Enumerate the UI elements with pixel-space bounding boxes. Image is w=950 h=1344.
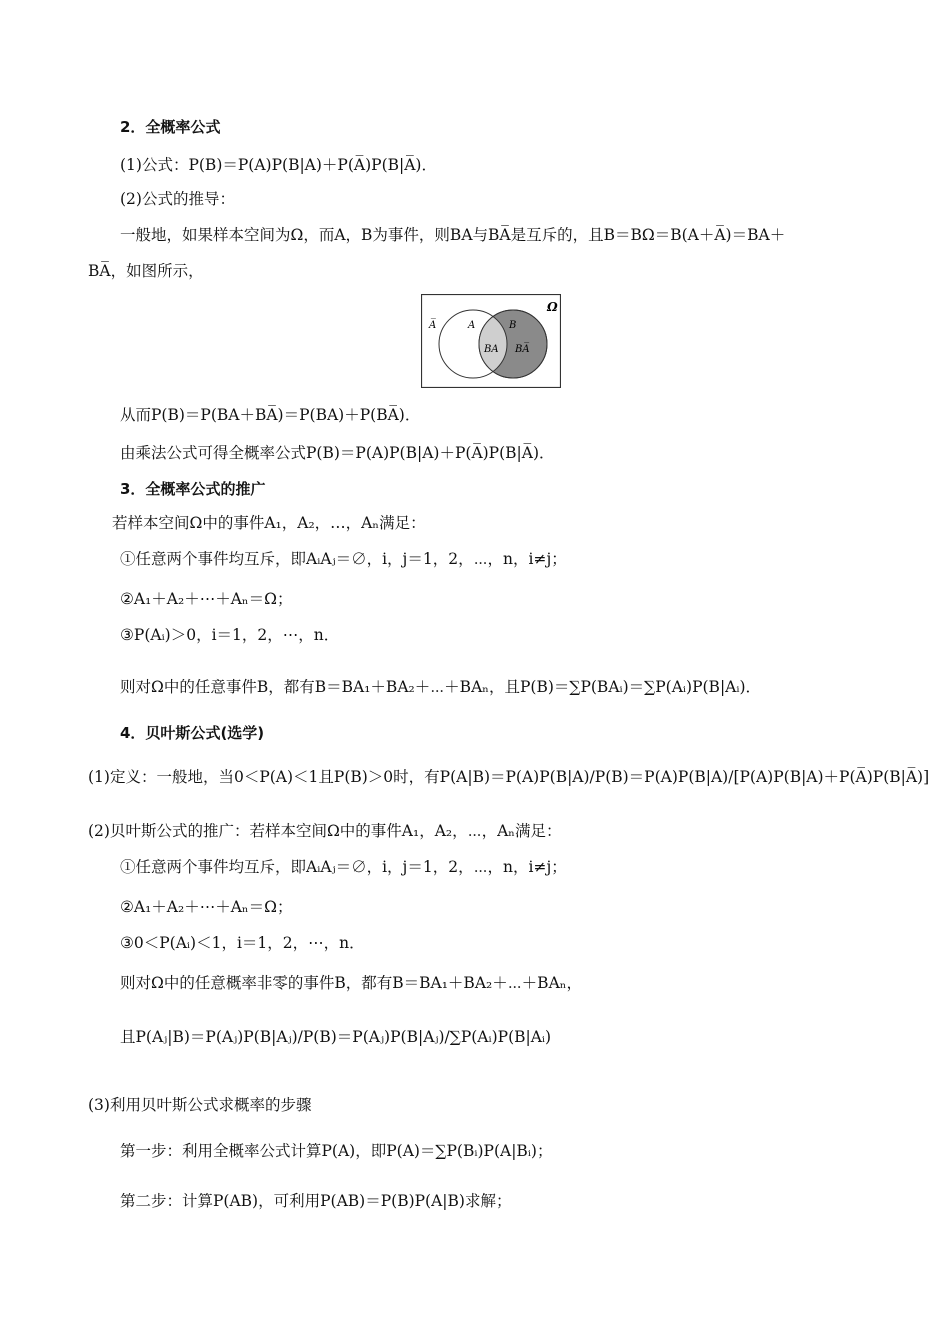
section-3-title: 3．全概率公式的推广 <box>120 480 266 498</box>
formula-line: (1)公式：P(B)＝P(A)P(B|A)＋P(A̅)P(B|A̅)． <box>120 156 437 174</box>
derivation-text-cont: BA̅，如图所示， <box>88 262 204 280</box>
derivation-text: 一般地，如果样本空间为Ω，而A，B为事件，则BA与BA̅是互斥的，且B＝BΩ＝B(A＋A̅)＝BA＋ <box>120 226 786 244</box>
step-1: 第一步：利用全概率公式计算P(A)，即P(A)＝∑P(Bᵢ)P(A|Bᵢ)； <box>120 1142 553 1160</box>
condition-intro: 若样本空间Ω中的事件A₁，A₂，…，Aₙ满足： <box>112 514 426 532</box>
ba-label: BA <box>484 344 499 355</box>
bayes-formula: 且P(Aⱼ|B)＝P(Aⱼ)P(B|Aⱼ)/P(B)＝P(Aⱼ)P(B|Aⱼ)/∑P(Aᵢ)P(B|Aᵢ) <box>120 1028 552 1046</box>
condition-2: ②A₁＋A₂＋⋯＋Aₙ＝Ω； <box>120 590 293 608</box>
steps-heading: (3)利用贝叶斯公式求概率的步骤 <box>88 1096 312 1114</box>
bayes-condition-1: ①任意两个事件均互斥，即AᵢAⱼ＝∅，i，j＝1，2，⋯，n，i≠j； <box>120 858 567 876</box>
bayes-definition: (1)定义：一般地，当0＜P(A)＜1且P(B)＞0时，有P(A|B)＝P(A)P(B|A)/P(B)＝P(A)P(B|A)/[P(A)P(B|A)＋P(A̅)P(B|A̅)] <box>88 768 930 786</box>
b-label: B <box>509 320 517 331</box>
omega-label: Ω <box>547 300 558 314</box>
condition-3: ③P(Aᵢ)＞0，i＝1，2，⋯，n． <box>120 626 340 644</box>
bayes-conclusion: 则对Ω中的任意概率非零的事件B，都有B＝BA₁＋BA₂＋⋯＋BAₙ， <box>120 974 582 992</box>
a-label: A <box>468 320 476 331</box>
babar-label: BA̅ <box>515 344 530 355</box>
derivation-result: 从而P(B)＝P(BA＋BA̅)＝P(BA)＋P(BA̅)． <box>120 406 421 424</box>
venn-diagram <box>421 294 561 388</box>
section-4-title: 4．贝叶斯公式(选学) <box>120 724 265 742</box>
abar-label: A̅ <box>429 320 437 331</box>
bayes-condition-3: ③0＜P(Aᵢ)＜1，i＝1，2，⋯，n． <box>120 934 365 952</box>
derivation-heading: (2)公式的推导： <box>120 190 235 208</box>
section-2-title: 2．全概率公式 <box>120 118 221 136</box>
condition-1: ①任意两个事件均互斥，即AᵢAⱼ＝∅，i，j＝1，2，⋯，n，i≠j； <box>120 550 567 568</box>
bayes-generalization: (2)贝叶斯公式的推广：若样本空间Ω中的事件A₁，A₂，⋯，Aₙ满足： <box>88 822 562 840</box>
bayes-condition-2: ②A₁＋A₂＋⋯＋Aₙ＝Ω； <box>120 898 293 916</box>
total-probability-formula: 由乘法公式可得全概率公式P(B)＝P(A)P(B|A)＋P(A̅)P(B|A̅)． <box>120 444 555 462</box>
step-2: 第二步：计算P(AB)，可利用P(AB)＝P(B)P(A|B)求解； <box>120 1192 512 1210</box>
generalized-conclusion: 则对Ω中的任意事件B，都有B＝BA₁＋BA₂＋⋯＋BAₙ，且P(B)＝∑P(BAᵢ)＝∑P(Aᵢ)P(B|Aᵢ)． <box>120 678 762 696</box>
